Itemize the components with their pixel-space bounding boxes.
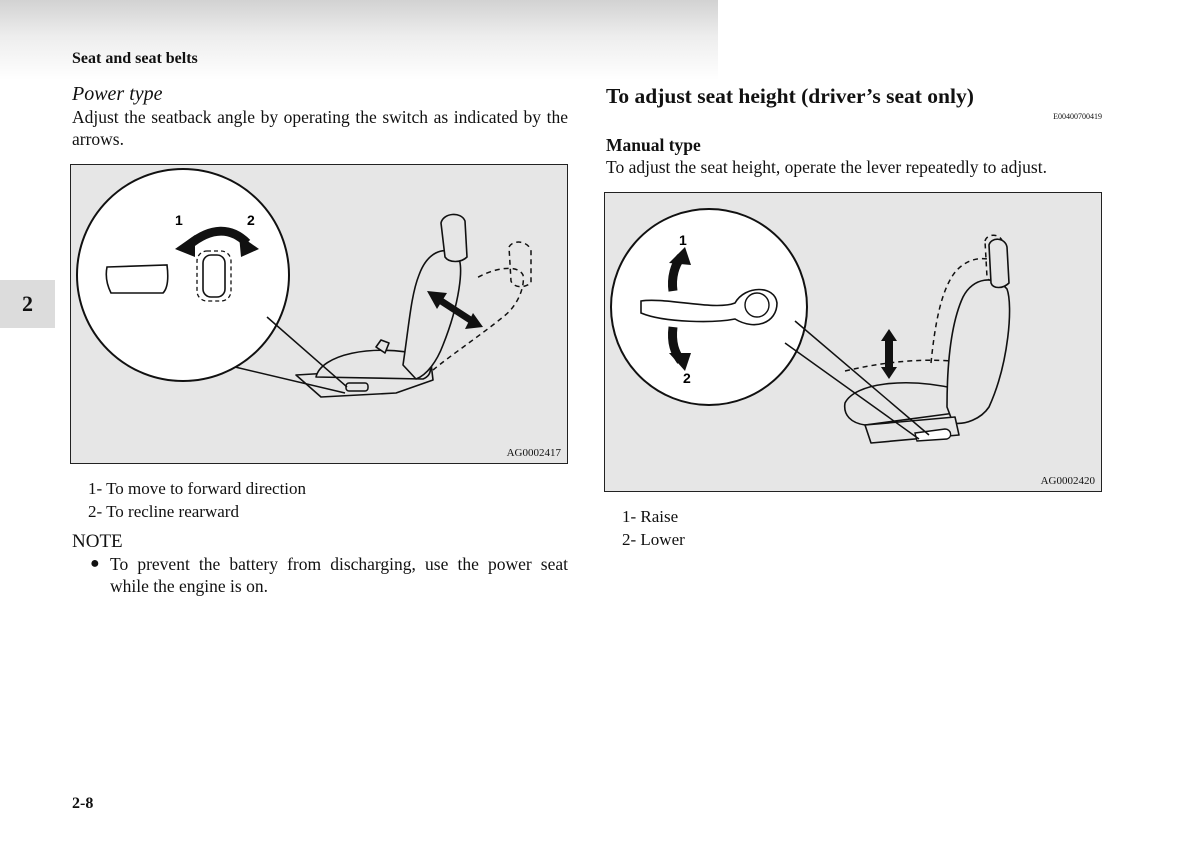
note-text: To prevent the battery from discharging, use the power seat while the engine is on. — [110, 554, 568, 596]
power-seat-illustration — [71, 165, 567, 463]
figure-code: AG0002420 — [1040, 475, 1095, 487]
note-item — [72, 553, 568, 597]
header-band — [0, 0, 718, 80]
chapter-tab: 2 — [0, 280, 55, 328]
manual-type-intro: To adjust the seat height, operate the lever repeatedly to adjust. — [606, 157, 1047, 177]
power-type-captions — [88, 478, 568, 523]
power-type-intro: Adjust the seatback angle by operating the switch as indicated by the arrows. — [72, 107, 568, 149]
callout-1: 1 — [175, 212, 183, 228]
callout-1: 1 — [679, 232, 687, 248]
reference-code: E00400700419 — [1053, 112, 1102, 121]
power-type-heading: Power type — [72, 83, 163, 105]
caption-item: 1- Raise — [622, 507, 679, 526]
caption-item: 1- To move to forward direction — [88, 479, 307, 498]
seat-height-captions — [622, 506, 1102, 551]
bullet-icon: ● — [90, 555, 100, 572]
figure-code: AG0002417 — [506, 447, 561, 459]
callout-2: 2 — [683, 370, 691, 386]
caption-item: 2- Lower — [622, 529, 685, 549]
caption-item: 2- To recline rearward — [88, 501, 239, 521]
note-label: NOTE — [72, 531, 123, 552]
section-title: Seat and seat belts — [72, 50, 198, 67]
seat-height-figure — [604, 192, 1102, 492]
left-column — [72, 82, 568, 597]
seat-height-heading: To adjust seat height (driver’s seat only) — [606, 84, 974, 108]
right-column — [606, 82, 1102, 551]
power-seat-figure — [70, 164, 568, 464]
page-number: 2-8 — [72, 795, 94, 812]
manual-type-heading: Manual type — [606, 135, 701, 155]
callout-2: 2 — [247, 212, 255, 228]
seat-height-illustration — [605, 193, 1101, 491]
